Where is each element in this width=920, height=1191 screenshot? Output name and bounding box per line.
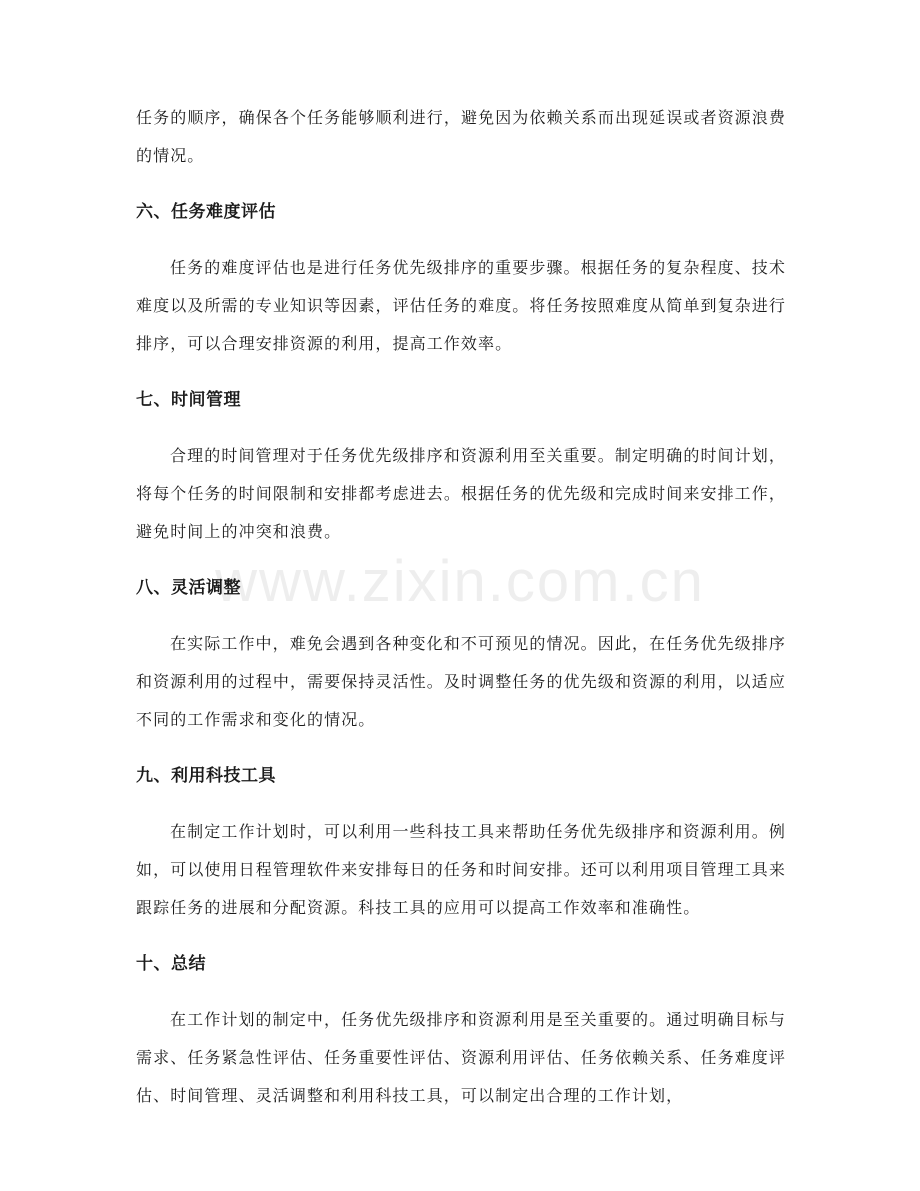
section-heading: 六、任务难度评估 [136, 202, 276, 222]
section-heading: 九、利用科技工具 [136, 766, 276, 786]
section-time-management [136, 381, 786, 551]
watermark: www.zixin.com.cn [215, 549, 705, 614]
section-heading: 十、总结 [136, 954, 206, 974]
section-summary [136, 945, 786, 1115]
section-flexible-adjustment [136, 569, 786, 739]
section-tech-tools [136, 757, 786, 927]
document-body [136, 99, 786, 1133]
section-heading: 八、灵活调整 [136, 578, 241, 598]
section-paragraph: 合理的时间管理对于任务优先级排序和资源利用至关重要。制定明确的时间计划，将每个任务的时间限制和安排都考虑进去。根据任务的优先级和完成时间来安排工作，避免时间上的冲突和浪费。 [136, 446, 786, 541]
section-task-difficulty [136, 193, 786, 363]
section-paragraph: 在工作计划的制定中，任务优先级排序和资源利用是至关重要的。通过明确目标与需求、任务紧急性评估、任务重要性评估、资源利用评估、任务依赖关系、任务难度评估、时间管理、灵活调整和利用科技工具，可以制定出合理的工作计划， [136, 1010, 786, 1105]
intro-paragraph: 任务的顺序，确保各个任务能够顺利进行，避免因为依赖关系而出现延误或者资源浪费的情况。 [136, 108, 786, 165]
section-heading: 七、时间管理 [136, 390, 241, 410]
section-paragraph: 在实际工作中，难免会遇到各种变化和不可预见的情况。因此，在任务优先级排序和资源利用的过程中，需要保持灵活性。及时调整任务的优先级和资源的利用，以适应不同的工作需求和变化的情况。 [136, 634, 786, 729]
section-paragraph: 任务的难度评估也是进行任务优先级排序的重要步骤。根据任务的复杂程度、技术难度以及所需的专业知识等因素，评估任务的难度。将任务按照难度从简单到复杂进行排序，可以合理安排资源的利用，提高工作效率。 [136, 258, 786, 353]
section-paragraph: 在制定工作计划时，可以利用一些科技工具来帮助任务优先级排序和资源利用。例如，可以使用日程管理软件来安排每日的任务和时间安排。还可以利用项目管理工具来跟踪任务的进展和分配资源。科技工具的应用可以提高工作效率和准确性。 [136, 822, 786, 917]
